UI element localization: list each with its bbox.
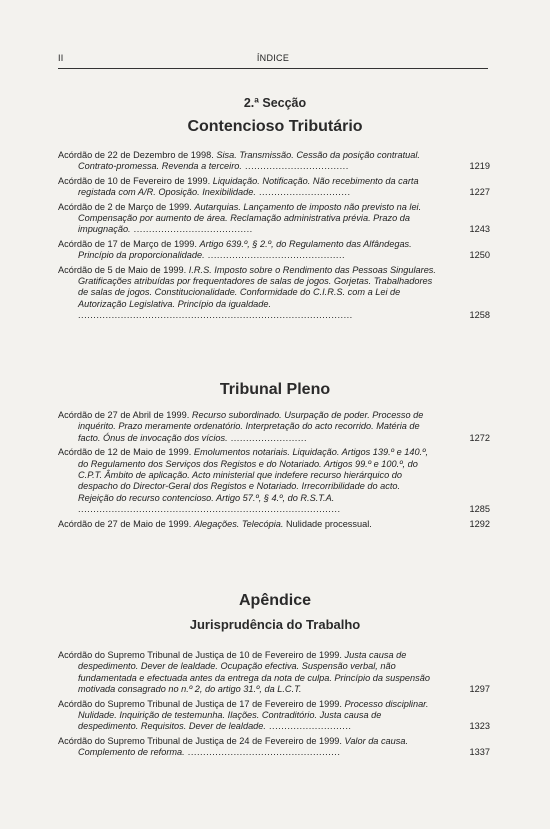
page-number: II [58,53,64,63]
ruling-summary: Valor da causa. Complemento de reforma. [78,735,409,758]
running-title: ÍNDICE [256,53,290,63]
ruling-date: Acórdão do Supremo Tribunal de Justiça de 10 de Fevereiro de 1999. [58,650,342,660]
leader-dots: .............................. [255,187,351,198]
page-ref: 1337 [469,747,490,758]
page-ref: 1285 [469,504,490,515]
index-entry [58,202,490,236]
ruling-date: Acórdão de 22 de Dezembro de 1998. [58,150,214,160]
leader-dots: .......................................................................................... [78,310,353,321]
index-entry [58,519,490,530]
page-ref: 1323 [469,721,490,732]
entry-text [58,736,436,759]
entry-text [58,265,436,322]
leader-dots: ...................................................................................... [78,504,341,515]
entry-text [58,150,436,173]
entry-text [58,699,436,733]
page-ref: 1250 [469,250,490,261]
index-entry [58,150,490,173]
leader-dots: ......................... [227,432,308,443]
index-entry [58,239,490,262]
ruling-summary: Sisa. Transmissão. Cessão da posição contratual. Contrato-promessa. Revenda a terceiro. [78,150,420,172]
index-entry [58,176,490,199]
ruling-summary: I.R.S. Imposto sobre o Rendimento das Pessoas Singulares. Gratificações atribuídas por frequentadores de salas de jogos. Gorjetas. Trabalhadores de salas de jogos. Constitucionalidade. Conformidade do C.I.R.S. com a Lei de Autorização Legislativa. Princípio da igualdade. [78,264,436,309]
ruling-summary: Autarquias. Lançamento de imposto não previsto na lei. Compensação por aumento de área. Reclamação administrativa prévia. Prazo da impugnação. [78,201,422,235]
page-ref: 1297 [469,684,490,695]
page-ref: 1227 [469,187,490,198]
leader-dots: .................................. [241,161,349,172]
page-ref: 1219 [469,161,490,172]
section-title: Contencioso Tributário [187,118,363,135]
entry-list [58,150,490,325]
entry-list [58,650,490,762]
index-entry [58,447,490,515]
page-ref: 1243 [469,224,490,235]
index-entry [58,410,490,444]
ruling-date: Acórdão de 17 de Março de 1999. [58,238,197,249]
entry-text [58,447,436,515]
ruling-date: Acórdão de 5 de Maio de 1999. [58,264,187,275]
index-entry [58,265,490,322]
page-ref: 1292 [469,518,490,529]
index-entry [58,650,490,696]
section-title: Tribunal Pleno [219,381,331,398]
ruling-summary: Alegações. Telecópia. [193,518,284,529]
ruling-date: Acórdão de 12 de Maio de 1999. [58,447,192,458]
leader-dots: ....................................... [130,224,253,235]
section-title: Apêndice [238,592,311,609]
section-subtitle: Jurisprudência do Trabalho [189,617,361,632]
ruling-summary: Emolumentos notariais. Liquidação. Artigos 139.º e 140.º, do Regulamento dos Serviços dos Registos e do Notariado. Artigos 99.º e 100.º, do C.P.T. Âmbito de aplicação. Acto ministerial que indefere recurso hierárquico do despacho do Director-Geral dos Registos e Notariado. Irrecorribilidade do acto. Rejeição do recurso contencioso. Artigo 57.º, § 4.º, do R.S.T.A. [78,447,429,503]
entry-text [58,239,436,262]
ruling-summary: Justa causa de despedimento. Dever de lealdade. Ocupação efectiva. Suspensão verbal, não fundamentada e efectuada antes da entrega da nota de culpa. Princípio da suspensão motivada consagrado no n.º 2, do artigo 31.º, da L.C.T. [78,650,430,695]
leader-dots: .................................................. [184,747,341,758]
header-rule [58,68,488,69]
ruling-summary: Recurso subordinado. Usurpação de poder. Processo de inquérito. Prazo meramente ordenatório. Interpretação do acto recorrido. Matéria de facto. Ónus de invocação dos vícios. [78,410,424,443]
entry-text [58,519,436,530]
page-ref: 1272 [469,432,490,443]
ruling-date: Acórdão do Supremo Tribunal de Justiça de 24 de Fevereiro de 1999. [58,735,342,746]
index-entry [58,736,490,759]
entry-text [58,202,436,236]
entry-text [58,410,436,444]
ruling-summary: Artigo 639.º, § 2.º, do Regulamento das Alfândegas. Princípio da proporcionalidade. [78,238,412,261]
leader-dots: ............................................. [204,250,346,261]
page-header [58,53,488,67]
page-ref: 1258 [469,310,490,321]
ruling-date: Acórdão de 2 de Março de 1999. [58,201,192,212]
entry-text [58,176,436,199]
ruling-summary: Processo disciplinar. Nulidade. Inquirição de testemunha. Ilações. Contraditório. Justa causa de despedimento. Requisitos. Dever de lealdade. [78,698,429,732]
section-label: 2.ª Secção [243,96,307,110]
ruling-date: Acórdão de 27 de Abril de 1999. [58,410,190,420]
ruling-date: Acórdão de 27 de Maio de 1999. [58,518,192,529]
entry-list [58,410,490,533]
index-entry [58,699,490,733]
ruling-date: Acórdão do Supremo Tribunal de Justiça de 17 de Fevereiro de 1999. [58,698,342,709]
entry-text [58,650,436,696]
ruling-date: Acórdão de 10 de Fevereiro de 1999. [58,175,211,186]
ruling-summary: Liquidação. Notificação. Não recebimento da carta registada com A/R. Oposição. Inexibilidade. [78,175,419,198]
ruling-summary-plain: Nulidade processual. [283,518,372,529]
leader-dots: ........................... [265,721,352,732]
